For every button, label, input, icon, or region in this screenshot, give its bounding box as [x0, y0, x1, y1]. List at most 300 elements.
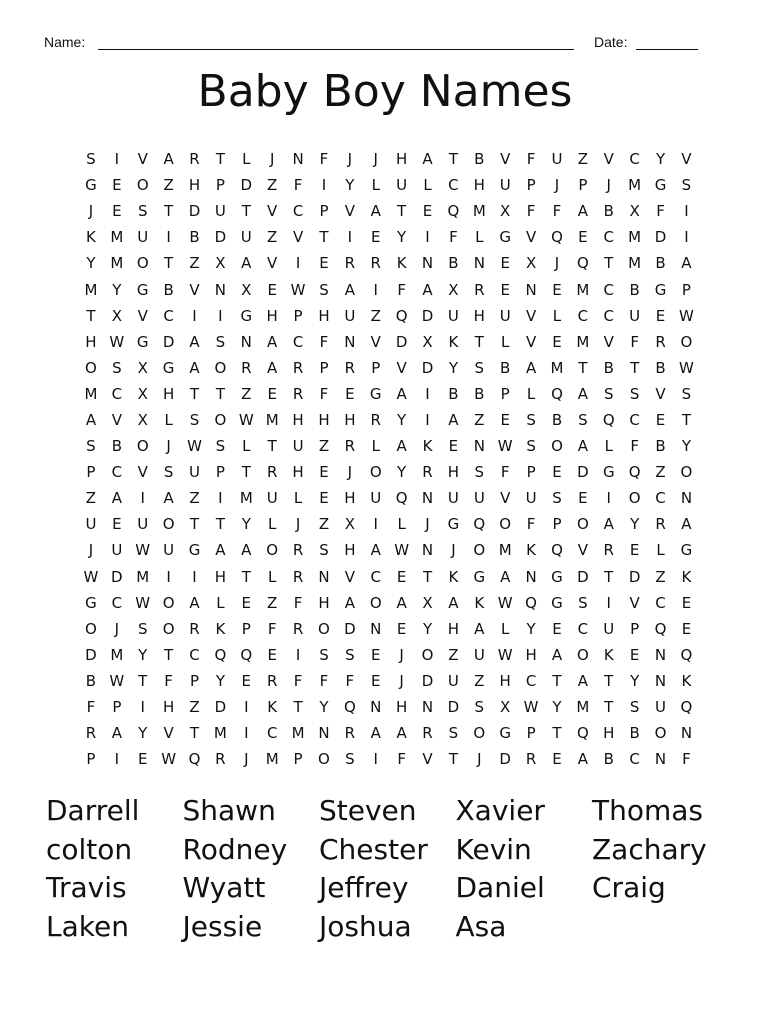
grid-letter: S [474, 358, 485, 377]
grid-letter: E [241, 671, 252, 690]
grid-letter: U [473, 645, 485, 664]
grid-letter: E [500, 254, 510, 273]
grid-letter: E [500, 280, 510, 299]
grid-letter: B [655, 358, 666, 377]
grid-letter: P [293, 750, 303, 769]
grid-letter: A [577, 202, 588, 221]
grid-letter: T [189, 724, 200, 743]
grid-letter: C [370, 567, 381, 586]
grid-letter: O [85, 358, 97, 377]
grid-letter: S [578, 410, 588, 429]
grid-letter: B [500, 358, 511, 377]
grid-letter: C [292, 332, 304, 351]
grid-letter: O [421, 645, 434, 664]
grid-letter: F [397, 280, 406, 299]
grid-letter: R [292, 541, 304, 560]
grid-letter: B [603, 750, 614, 769]
grid-letter: N [292, 150, 304, 169]
grid-letter: F [526, 150, 536, 169]
grid-letter: S [578, 593, 588, 612]
grid-letter: Q [395, 489, 408, 508]
grid-letter: O [136, 176, 149, 195]
grid-letter: J [554, 176, 560, 195]
grid-letter: D [577, 463, 589, 482]
page-title: Baby Boy Names [197, 66, 573, 117]
grid-letter: U [370, 489, 382, 508]
name-line [98, 49, 574, 50]
grid-letter: Z [448, 645, 459, 664]
grid-letter: B [655, 437, 666, 456]
word-list-item: Travis [46, 871, 127, 904]
grid-letter: S [681, 176, 692, 195]
grid-letter: A [344, 280, 355, 299]
grid-letter: H [162, 384, 175, 403]
grid-letter: R [189, 150, 200, 169]
grid-letter: V [344, 202, 355, 221]
grid-letter: T [604, 567, 614, 586]
grid-letter: N [525, 567, 537, 586]
grid-letter: E [552, 750, 562, 769]
word-search-grid [78, 146, 699, 772]
grid-letter: I [321, 176, 327, 195]
grid-letter: Z [267, 176, 278, 195]
grid-letter: K [422, 437, 433, 456]
grid-letter: P [86, 463, 96, 482]
grid-letter: G [602, 463, 615, 482]
grid-letter: P [215, 176, 225, 195]
grid-letter: I [425, 410, 430, 429]
grid-letter: U [137, 228, 149, 247]
grid-letter: V [655, 384, 666, 403]
grid-letter: R [655, 515, 666, 534]
grid-letter: X [137, 410, 148, 429]
grid-letter: V [681, 150, 692, 169]
grid-row [78, 537, 699, 563]
grid-letter: P [293, 306, 303, 325]
grid-letter: Z [474, 410, 485, 429]
word-list-item: Laken [46, 909, 129, 943]
grid-letter: A [681, 254, 692, 273]
grid-letter: Y [138, 724, 148, 743]
grid-letter: O [369, 463, 382, 482]
word-list-item: Rodney [182, 832, 288, 866]
grid-letter: R [370, 254, 381, 273]
grid-letter: H [188, 176, 201, 195]
grid-letter: Z [655, 567, 666, 586]
grid-letter: V [370, 332, 381, 351]
grid-letter: D [628, 567, 641, 586]
grid-letter: I [295, 645, 301, 664]
grid-letter: I [684, 202, 689, 221]
grid-letter: W [83, 567, 99, 586]
grid-letter: U [447, 489, 459, 508]
grid-letter: J [269, 150, 275, 169]
grid-letter: R [266, 671, 278, 690]
grid-letter: J [477, 750, 482, 769]
grid-letter: M [110, 254, 124, 273]
grid-letter: V [137, 463, 148, 482]
grid-letter: J [166, 437, 171, 456]
grid-letter: C [111, 593, 123, 612]
date-line [636, 49, 698, 50]
grid-letter: Y [319, 698, 329, 717]
grid-letter: S [603, 384, 614, 403]
grid-letter: T [241, 567, 251, 586]
grid-letter: V [603, 332, 614, 351]
grid-letter: V [500, 489, 511, 508]
grid-letter: S [137, 619, 148, 638]
grid-letter: U [499, 176, 511, 195]
grid-letter: E [371, 671, 381, 690]
grid-letter: M [550, 358, 564, 377]
grid-letter: Z [577, 150, 588, 169]
grid-row [78, 668, 699, 694]
grid-letter: F [267, 619, 277, 638]
grid-letter: U [447, 306, 459, 325]
grid-letter: O [318, 619, 330, 638]
grid-letter: R [422, 724, 433, 743]
grid-letter: P [319, 358, 329, 377]
grid-letter: A [525, 358, 537, 377]
grid-row [78, 381, 699, 407]
grid-letter: D [499, 750, 511, 769]
grid-letter: W [290, 280, 306, 299]
grid-letter: J [425, 515, 430, 534]
grid-letter: I [606, 489, 611, 508]
grid-letter: J [399, 645, 404, 664]
grid-row [78, 355, 699, 381]
grid-letter: C [603, 228, 614, 247]
grid-letter: M [84, 280, 98, 299]
grid-letter: L [268, 567, 277, 586]
grid-letter: I [192, 567, 197, 586]
grid-row [78, 511, 699, 537]
grid-letter: E [448, 437, 459, 456]
grid-letter: I [114, 750, 120, 769]
grid-row [78, 485, 699, 511]
grid-letter: K [681, 671, 692, 690]
grid-letter: Q [240, 645, 253, 664]
grid-letter: A [396, 593, 407, 612]
grid-letter: J [88, 541, 94, 560]
grid-letter: G [680, 541, 693, 560]
grid-letter: S [86, 150, 96, 169]
grid-letter: Q [680, 698, 693, 717]
grid-letter: Z [163, 176, 174, 195]
grid-letter: V [525, 228, 537, 247]
grid-letter: O [318, 750, 330, 769]
grid-letter: Y [241, 515, 251, 534]
grid-letter: V [267, 254, 278, 273]
grid-letter: T [578, 358, 588, 377]
grid-letter: W [679, 358, 694, 377]
grid-letter: K [474, 593, 485, 612]
grid-letter: P [578, 176, 588, 195]
grid-letter: I [114, 150, 120, 169]
grid-letter: P [86, 750, 96, 769]
grid-row [78, 276, 699, 302]
grid-letter: V [396, 358, 407, 377]
grid-letter: F [656, 202, 665, 221]
grid-letter: N [370, 619, 382, 638]
grid-letter: P [552, 515, 562, 534]
grid-letter: A [215, 541, 226, 560]
grid-letter: N [654, 750, 667, 769]
grid-letter: E [319, 463, 329, 482]
grid-letter: H [473, 176, 485, 195]
grid-letter: T [448, 150, 458, 169]
date-label: Date: [594, 34, 628, 50]
grid-letter: J [451, 541, 456, 560]
grid-letter: D [421, 358, 434, 377]
grid-letter: A [422, 280, 433, 299]
grid-letter: P [526, 724, 536, 743]
grid-letter: F [552, 202, 562, 221]
grid-letter: A [241, 541, 252, 560]
grid-letter: M [576, 698, 590, 717]
grid-letter: G [85, 176, 97, 195]
grid-letter: Z [267, 593, 278, 612]
grid-letter: U [214, 202, 226, 221]
grid-letter: W [109, 332, 125, 351]
grid-letter: T [604, 698, 614, 717]
grid-letter: B [551, 410, 563, 429]
grid-letter: W [135, 593, 151, 612]
grid-letter: H [162, 698, 175, 717]
grid-letter: C [111, 384, 123, 403]
grid-letter: B [189, 228, 200, 247]
grid-letter: V [422, 750, 433, 769]
grid-letter: E [578, 489, 588, 508]
grid-letter: K [526, 541, 536, 560]
grid-letter: R [292, 619, 304, 638]
grid-letter: U [447, 671, 459, 690]
grid-letter: R [344, 724, 356, 743]
grid-letter: H [344, 410, 356, 429]
grid-letter: J [244, 750, 249, 769]
grid-letter: Y [448, 358, 458, 377]
grid-letter: Q [551, 228, 563, 247]
grid-letter: A [189, 332, 200, 351]
grid-letter: W [109, 671, 125, 690]
grid-letter: E [267, 384, 277, 403]
grid-letter: G [136, 332, 149, 351]
grid-letter: A [551, 645, 563, 664]
grid-letter: R [241, 358, 252, 377]
grid-letter: Y [215, 671, 225, 690]
grid-letter: M [498, 541, 512, 560]
grid-letter: H [447, 619, 460, 638]
grid-letter: K [396, 254, 407, 273]
grid-letter: V [500, 150, 511, 169]
grid-letter: F [630, 332, 639, 351]
grid-letter: B [474, 384, 485, 403]
grid-letter: X [422, 332, 433, 351]
grid-letter: F [630, 437, 639, 456]
grid-letter: B [448, 254, 459, 273]
grid-letter: F [345, 671, 355, 690]
grid-letter: T [319, 228, 329, 247]
grid-letter: Y [630, 515, 640, 534]
grid-letter: U [240, 228, 252, 247]
grid-letter: H [318, 306, 330, 325]
grid-letter: A [603, 515, 614, 534]
grid-letter: U [189, 463, 200, 482]
grid-letter: R [292, 358, 304, 377]
grid-letter: Y [112, 280, 122, 299]
grid-letter: U [499, 306, 511, 325]
grid-letter: S [319, 645, 329, 664]
grid-letter: M [576, 280, 590, 299]
grid-letter: F [319, 384, 329, 403]
grid-letter: B [85, 671, 97, 690]
word-list-item: Darrell [46, 794, 140, 827]
grid-letter: G [654, 280, 667, 299]
grid-letter: V [267, 202, 278, 221]
word-list-item: colton [46, 832, 133, 866]
grid-letter: R [655, 332, 666, 351]
grid-letter: C [603, 306, 614, 325]
grid-letter: M [472, 202, 486, 221]
grid-letter: P [681, 280, 691, 299]
grid-letter: W [238, 410, 254, 429]
grid-letter: C [525, 671, 537, 690]
grid-letter: O [136, 254, 149, 273]
grid-letter: A [396, 437, 407, 456]
grid-letter: I [244, 724, 249, 743]
grid-letter: L [268, 515, 277, 534]
grid-letter: O [576, 645, 589, 664]
grid-letter: V [577, 541, 588, 560]
grid-letter: K [215, 619, 226, 638]
grid-letter: O [628, 489, 641, 508]
grid-letter: C [292, 202, 304, 221]
word-list [46, 794, 746, 948]
grid-row [78, 564, 699, 590]
grid-letter: M [84, 384, 98, 403]
grid-letter: E [112, 515, 122, 534]
grid-letter: O [499, 515, 512, 534]
grid-letter: A [577, 384, 588, 403]
grid-letter: O [473, 724, 486, 743]
grid-letter: T [681, 410, 692, 429]
grid-letter: T [293, 698, 303, 717]
grid-letter: A [85, 410, 97, 429]
grid-letter: Z [189, 698, 200, 717]
grid-letter: E [319, 489, 329, 508]
grid-letter: F [319, 671, 329, 690]
grid-letter: A [396, 724, 407, 743]
word-list-item: Thomas [592, 794, 704, 827]
grid-letter: H [447, 463, 460, 482]
grid-letter: M [110, 645, 124, 664]
grid-row [78, 146, 699, 172]
grid-letter: I [166, 228, 171, 247]
word-list-item: Wyatt [182, 871, 266, 904]
grid-letter: P [189, 671, 200, 690]
grid-letter: R [603, 541, 614, 560]
grid-letter: K [448, 332, 459, 351]
grid-letter: E [655, 410, 666, 429]
grid-letter: O [214, 410, 227, 429]
grid-letter: R [422, 463, 433, 482]
grid-letter: E [371, 228, 381, 247]
grid-letter: Y [552, 698, 562, 717]
grid-letter: E [267, 280, 277, 299]
grid-letter: I [373, 750, 378, 769]
grid-letter: E [112, 176, 122, 195]
grid-letter: N [240, 332, 252, 351]
grid-letter: M [628, 176, 642, 195]
grid-letter: A [370, 724, 381, 743]
grid-letter: K [86, 228, 96, 247]
grid-letter: I [192, 306, 197, 325]
grid-letter: L [397, 515, 406, 534]
grid-letter: A [163, 489, 174, 508]
grid-letter: T [604, 671, 614, 690]
grid-letter: E [267, 645, 277, 664]
word-list-item: Kevin [455, 832, 532, 866]
name-label: Name: [44, 34, 86, 50]
grid-letter: Y [630, 671, 640, 690]
grid-letter: A [448, 593, 459, 612]
grid-letter: X [422, 593, 433, 612]
grid-letter: W [497, 593, 513, 612]
grid-letter: L [552, 306, 562, 325]
grid-letter: H [499, 671, 511, 690]
grid-letter: L [501, 332, 510, 351]
grid-letter: X [525, 254, 537, 273]
grid-letter: S [552, 489, 562, 508]
grid-letter: J [373, 150, 378, 169]
grid-letter: X [629, 202, 640, 221]
grid-letter: Z [267, 228, 278, 247]
word-list-item: Craig [592, 871, 666, 904]
grid-letter: H [344, 489, 356, 508]
grid-letter: X [344, 515, 355, 534]
grid-letter: G [551, 567, 563, 586]
grid-letter: J [347, 463, 353, 482]
grid-letter: C [655, 489, 666, 508]
grid-letter: E [112, 202, 122, 221]
grid-letter: I [373, 280, 378, 299]
grid-letter: N [680, 724, 693, 743]
grid-letter: N [525, 280, 537, 299]
grid-letter: U [629, 306, 641, 325]
grid-letter: D [188, 202, 201, 221]
grid-letter: R [344, 437, 356, 456]
grid-letter: E [371, 645, 381, 664]
grid-letter: C [629, 750, 640, 769]
grid-letter: N [344, 332, 356, 351]
grid-letter: T [241, 202, 251, 221]
grid-letter: K [603, 645, 614, 664]
grid-letter: B [111, 437, 122, 456]
grid-letter: O [266, 541, 279, 560]
grid-letter: B [474, 150, 485, 169]
grid-letter: Y [681, 437, 692, 456]
grid-letter: W [135, 541, 151, 560]
grid-letter: R [525, 750, 537, 769]
grid-letter: T [164, 254, 174, 273]
grid-letter: N [421, 489, 434, 508]
grid-letter: P [371, 358, 381, 377]
grid-row [78, 642, 699, 668]
grid-letter: L [501, 619, 510, 638]
grid-letter: E [655, 306, 666, 325]
grid-letter: O [162, 515, 175, 534]
grid-letter: A [577, 671, 588, 690]
